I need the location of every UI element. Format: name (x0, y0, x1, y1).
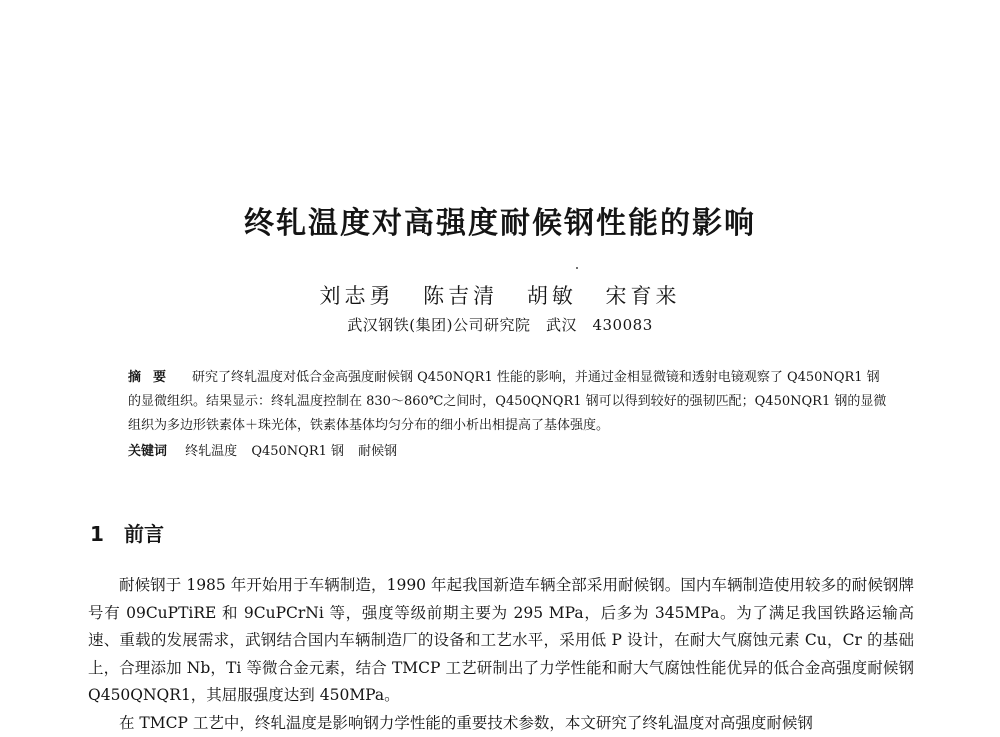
section-number: 1 (90, 522, 124, 546)
stray-mark (576, 267, 578, 269)
body-text (88, 572, 914, 737)
keyword-item: 终轧温度 (185, 444, 237, 459)
abstract-text: 研究了终轧温度对低合金高强度耐候钢 Q450NQR1 性能的影响，并通过金相显微镜和透射电镜观察了 Q450NQR1 钢的显微组织。结果显示：终轧温度控制在 830～860℃之间时，Q450QNQR1 钢可以得到较好的强韧匹配；Q450NQR1 钢的显微组织为多边形铁素体＋珠光体，铁素体基体均匀分布的细小析出相提高了基体强度。 (128, 370, 886, 433)
body-paragraph: 耐候钢于 1985 年开始用于车辆制造，1990 年起我国新造车辆全部采用耐候钢。国内车辆制造使用较多的耐候钢牌号有 09CuPTiRE 和 9CuPCrNi 等，强度等级前期主要为 295 MPa，后多为 345MPa。为了满足我国铁路运输高速、重载的发展需求，武钢结合国内车辆制造厂的设备和工艺水平，采用低 P 设计，在耐大气腐蚀元素 Cu，Cr 的基础上，合理添加 Nb，Ti 等微合金元素，结合 TMCP 工艺研制出了力学性能和耐大气腐蚀性能优异的低合金高强度耐候钢 Q450QNQR1，其屈服强度达到 450MPa。 (88, 572, 914, 710)
paper-title: 终轧温度对高强度耐候钢性能的影响 (0, 198, 1000, 242)
author-affiliation: 武汉钢铁(集团)公司研究院 武汉 430083 (0, 314, 1000, 335)
author-list: 刘志勇 陈吉清 胡敏 宋育来 (0, 280, 1000, 310)
section-heading (90, 518, 164, 547)
abstract (128, 366, 892, 438)
keyword-item: 耐候钢 (358, 444, 397, 459)
body-paragraph: 在 TMCP 工艺中，终轧温度是影响钢力学性能的重要技术参数，本文研究了终轧温度对高强度耐候钢 (88, 710, 914, 737)
keyword-item: Q450NQR1 钢 (251, 444, 344, 459)
section-title: 前言 (124, 522, 164, 546)
keywords (128, 440, 892, 464)
keywords-label: 关键词 (128, 444, 167, 459)
abstract-label: 摘要 (128, 370, 178, 385)
